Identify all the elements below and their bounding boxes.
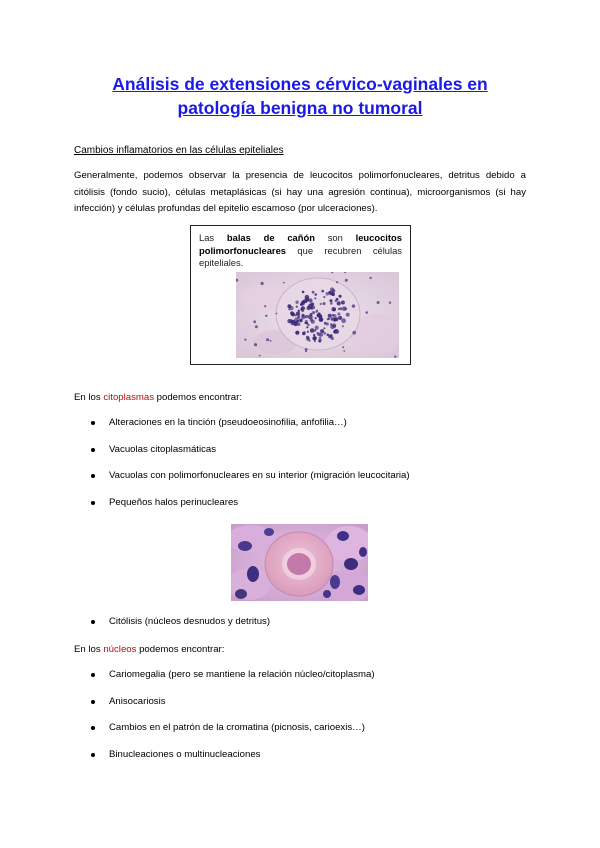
section-heading: Cambios inflamatorios en las células epiteliales [74,145,284,156]
citoplasmas-intro [74,392,242,403]
caption-text: son [314,232,356,243]
list-item: Vacuolas con polimorfonucleares en su interior (migración leucocitaria) [74,470,410,497]
title-line-2: patología benigna no tumoral [177,98,423,118]
intro-text: En los [74,644,104,655]
list-item: Cariomegalia (pero se mantiene la relación núcleo/citoplasma) [74,669,375,696]
nucleos-intro [74,644,224,655]
caption-bold-term: leucocitos polimorfonucleares [199,232,402,256]
figure-caption [199,232,402,270]
list-item: Citólisis (núcleos desnudos y detritus) [74,616,270,643]
highlight-term: citoplasmas [103,392,154,403]
intro-text: podemos encontrar: [136,644,225,655]
caption-text: Las [199,232,227,243]
list-item: Cambios en el patrón de la cromatina (picnosis, carioexis…) [74,722,375,749]
list-item: Pequeños halos perinucleares [74,497,410,524]
citoplasmas-list-continued [74,616,270,643]
list-item: Vacuolas citoplasmáticas [74,444,410,471]
figure-cannonball-cells [190,225,411,365]
micrograph-perinuclear-halo [231,524,368,601]
caption-bold-term: balas de cañón [226,232,315,243]
list-item: Alteraciones en la tinción (pseudoeosinofilia, anfofilia…) [74,417,410,444]
intro-paragraph: Generalmente, podemos observar la presencia de leucocitos polimorfonucleares, detritus debido a citólisis (fondo sucio), células metaplásicas (si hay una agresión continua), microorganismos (si hay infección) y células profundas del epitelio escamoso (por ulceraciones). [74,170,526,214]
micrograph-image [236,272,399,358]
nucleos-list [74,669,375,775]
highlight-term: núcleos [103,644,137,655]
citoplasmas-list [74,417,410,523]
title-line-1: Análisis de extensiones cérvico-vaginales en [112,74,488,94]
intro-text: En los [74,392,104,403]
list-item: Binucleaciones o multinucleaciones [74,749,375,776]
document-title [60,72,540,120]
caption-text: que recubren células epiteliales. [199,244,402,268]
list-item: Anisocariosis [74,696,375,723]
intro-text: podemos encontrar: [154,392,242,403]
